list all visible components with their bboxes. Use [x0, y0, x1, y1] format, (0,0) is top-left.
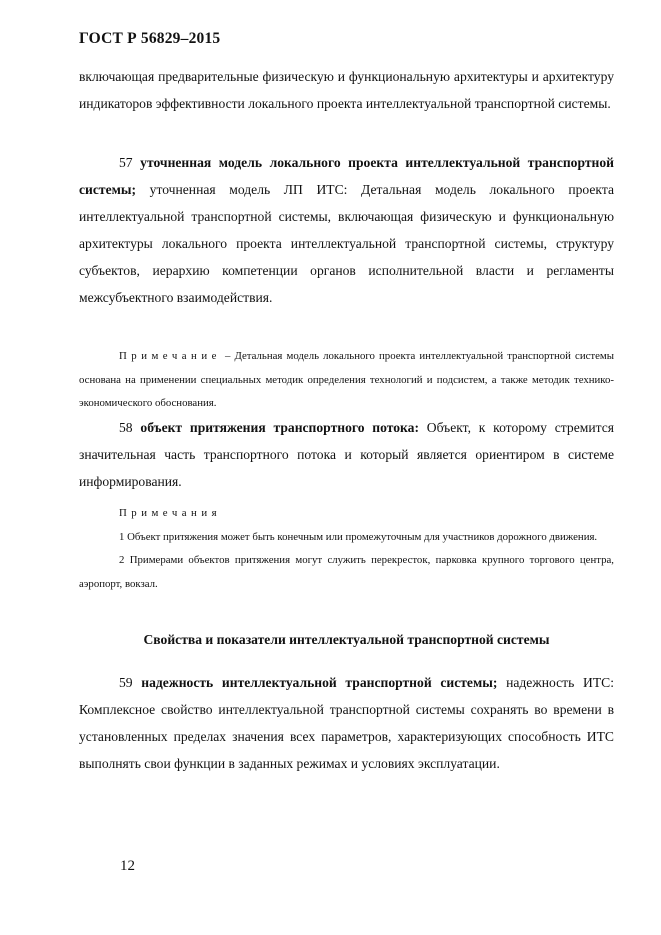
term-definition: Объект, к которому стремится значительная часть транспортного потока и который является ориентиром в системе информирования.: [79, 420, 614, 489]
term-definition: надежность ИТС: Комплексное свойство интеллектуальной транспортной системы сохранять во времени в установленных пределах значения всех параметров, характеризующих способность ИТС выполнять свои функции в заданных режимах и условиях эксплуатации.: [79, 675, 614, 771]
document-header: ГОСТ Р 56829–2015: [79, 30, 221, 47]
term-59-paragraph: [79, 669, 614, 777]
term-name: объект притяжения транспортного потока:: [140, 420, 419, 435]
page-number: 12: [120, 858, 135, 874]
term-definition: уточненная модель ЛП ИТС: Детальная модель локального проекта интеллектуальной транспортной системы, включающая физическую и функциональную архитектуры локального проекта интеллектуальной транспортной системы, структуру субъектов, иерархию компетенции органов исполнительной власти и регламенты межсубъектного взаимодействия.: [79, 182, 614, 305]
term-number: 57: [119, 155, 133, 170]
term-name: надежность интеллектуальной транспортной системы;: [141, 675, 498, 690]
note-label: Примечание: [119, 350, 221, 362]
notes-label: Примечания: [119, 507, 222, 519]
notes-label-line: [79, 502, 614, 526]
term-57: [79, 149, 614, 311]
term-number: 58: [119, 420, 133, 435]
term-number: 59: [119, 675, 133, 690]
paragraph-text: включающая предварительные физическую и функциональную архитектуры и архитектуру индикаторов эффективности локального проекта интеллектуальной транспортной системы.: [79, 69, 614, 111]
term-59: [79, 669, 614, 777]
term-57-paragraph: [79, 149, 614, 311]
section-heading: Свойства и показатели интеллектуальной транспортной системы: [143, 632, 550, 647]
continued-paragraph: [79, 63, 614, 117]
term-58-notes: [79, 502, 614, 596]
note-1: 1 Объект притяжения может быть конечным или промежуточным для участников дорожного движения.: [119, 530, 598, 543]
term-58-paragraph: [79, 414, 614, 495]
note-paragraph: [79, 345, 614, 416]
term-name: уточненная модель локального проекта интеллектуальной транспортной системы;: [79, 155, 614, 197]
term-57-note: [79, 345, 614, 416]
note-text: – Детальная модель локального проекта интеллектуальной транспортной системы основана на применении специальных методик определения технологий и подсистем, а также методик технико-экономического обоснования.: [79, 350, 614, 409]
note-2: 2 Примерами объектов притяжения могут служить перекресток, парковка крупного торгового центра, аэропорт, вокзал.: [79, 554, 614, 590]
term-58: [79, 414, 614, 495]
